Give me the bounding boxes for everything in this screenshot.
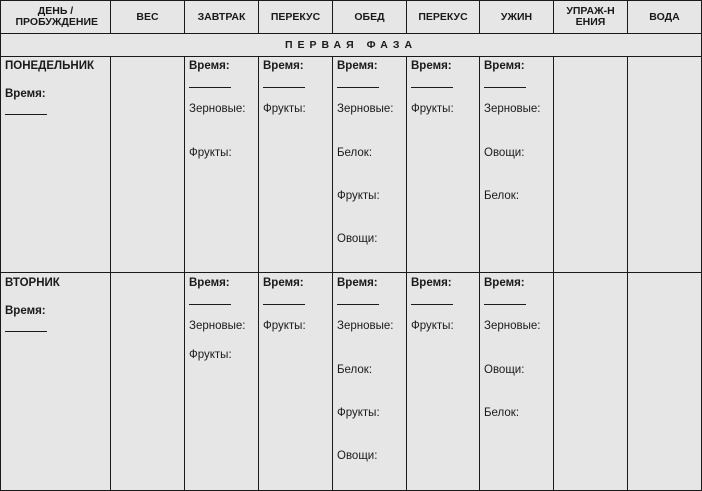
header-exercise: УПРАЖ-НЕНИЯ (566, 5, 615, 28)
column-divider (406, 0, 407, 491)
column-divider (332, 0, 333, 491)
header-snack: ПЕРЕКУС (418, 10, 468, 23)
snack-time-label: Время: (263, 60, 304, 72)
dinner-time-label: Время: (484, 277, 525, 289)
breakfast-time-label: Время: (189, 277, 230, 289)
snack-time-blank (263, 87, 305, 88)
column-divider (553, 0, 554, 491)
wake-time-label: Время: (5, 305, 46, 317)
header-dinner: УЖИН (500, 10, 533, 23)
lunch-fruits-label: Фрукты: (337, 190, 380, 202)
header-lunch: ОБЕД (354, 10, 385, 23)
snack-time-blank (411, 304, 453, 305)
dinner-vegetables-label: Овощи: (484, 364, 525, 376)
breakfast-time-label: Время: (189, 60, 230, 72)
lunch-time-blank (337, 87, 379, 88)
lunch-time-label: Время: (337, 60, 378, 72)
snack-time-label: Время: (411, 277, 452, 289)
table-border-left (0, 0, 1, 491)
snack-time-label: Время: (263, 277, 304, 289)
lunch-protein-label: Белок: (337, 147, 373, 159)
lunch-grains-label: Зерновые: (337, 320, 394, 332)
breakfast-time-blank (189, 304, 231, 305)
snack-time-blank (411, 87, 453, 88)
dinner-time-blank (484, 304, 526, 305)
header-weight: ВЕС (136, 10, 159, 23)
lunch-time-blank (337, 304, 379, 305)
snack-fruits-label: Фрукты: (411, 103, 454, 115)
column-divider (479, 0, 480, 491)
header-snack: ПЕРЕКУС (270, 10, 321, 23)
snack-time-blank (263, 304, 305, 305)
column-divider (110, 0, 111, 491)
breakfast-grains-label: Зерновые: (189, 320, 246, 332)
lunch-grains-label: Зерновые: (337, 103, 394, 115)
row-divider (0, 272, 702, 273)
lunch-vegetables-label: Овощи: (337, 450, 378, 462)
lunch-protein-label: Белок: (337, 364, 373, 376)
day-name: ПОНЕДЕЛЬНИК (5, 60, 94, 72)
breakfast-time-blank (189, 87, 231, 88)
snack-fruits-label: Фрукты: (411, 320, 454, 332)
wake-time-blank (5, 114, 47, 115)
row-divider (0, 56, 702, 57)
column-divider (627, 0, 628, 491)
lunch-time-label: Время: (337, 277, 378, 289)
column-divider (258, 0, 259, 491)
lunch-vegetables-label: Овощи: (337, 233, 378, 245)
snack-fruits-label: Фрукты: (263, 103, 306, 115)
breakfast-grains-label: Зерновые: (189, 103, 246, 115)
wake-time-label: Время: (5, 88, 46, 100)
dinner-grains-label: Зерновые: (484, 103, 541, 115)
phase-title: ПЕРВАЯ ФАЗА (284, 39, 418, 51)
breakfast-fruits-label: Фрукты: (189, 349, 232, 361)
header-water: ВОДА (649, 10, 680, 23)
snack-time-label: Время: (411, 60, 452, 72)
dinner-protein-label: Белок: (484, 190, 520, 202)
dinner-protein-label: Белок: (484, 407, 520, 419)
snack-fruits-label: Фрукты: (263, 320, 306, 332)
column-divider (184, 0, 185, 491)
lunch-fruits-label: Фрукты: (337, 407, 380, 419)
header-breakfast: ЗАВТРАК (197, 10, 246, 23)
day-name: ВТОРНИК (5, 277, 60, 289)
header-day: ДЕНЬ / ПРОБУЖДЕНИЕ (15, 5, 99, 28)
dinner-time-label: Время: (484, 60, 525, 72)
wake-time-blank (5, 331, 47, 332)
dinner-grains-label: Зерновые: (484, 320, 541, 332)
breakfast-fruits-label: Фрукты: (189, 147, 232, 159)
dinner-time-blank (484, 87, 526, 88)
dinner-vegetables-label: Овощи: (484, 147, 525, 159)
